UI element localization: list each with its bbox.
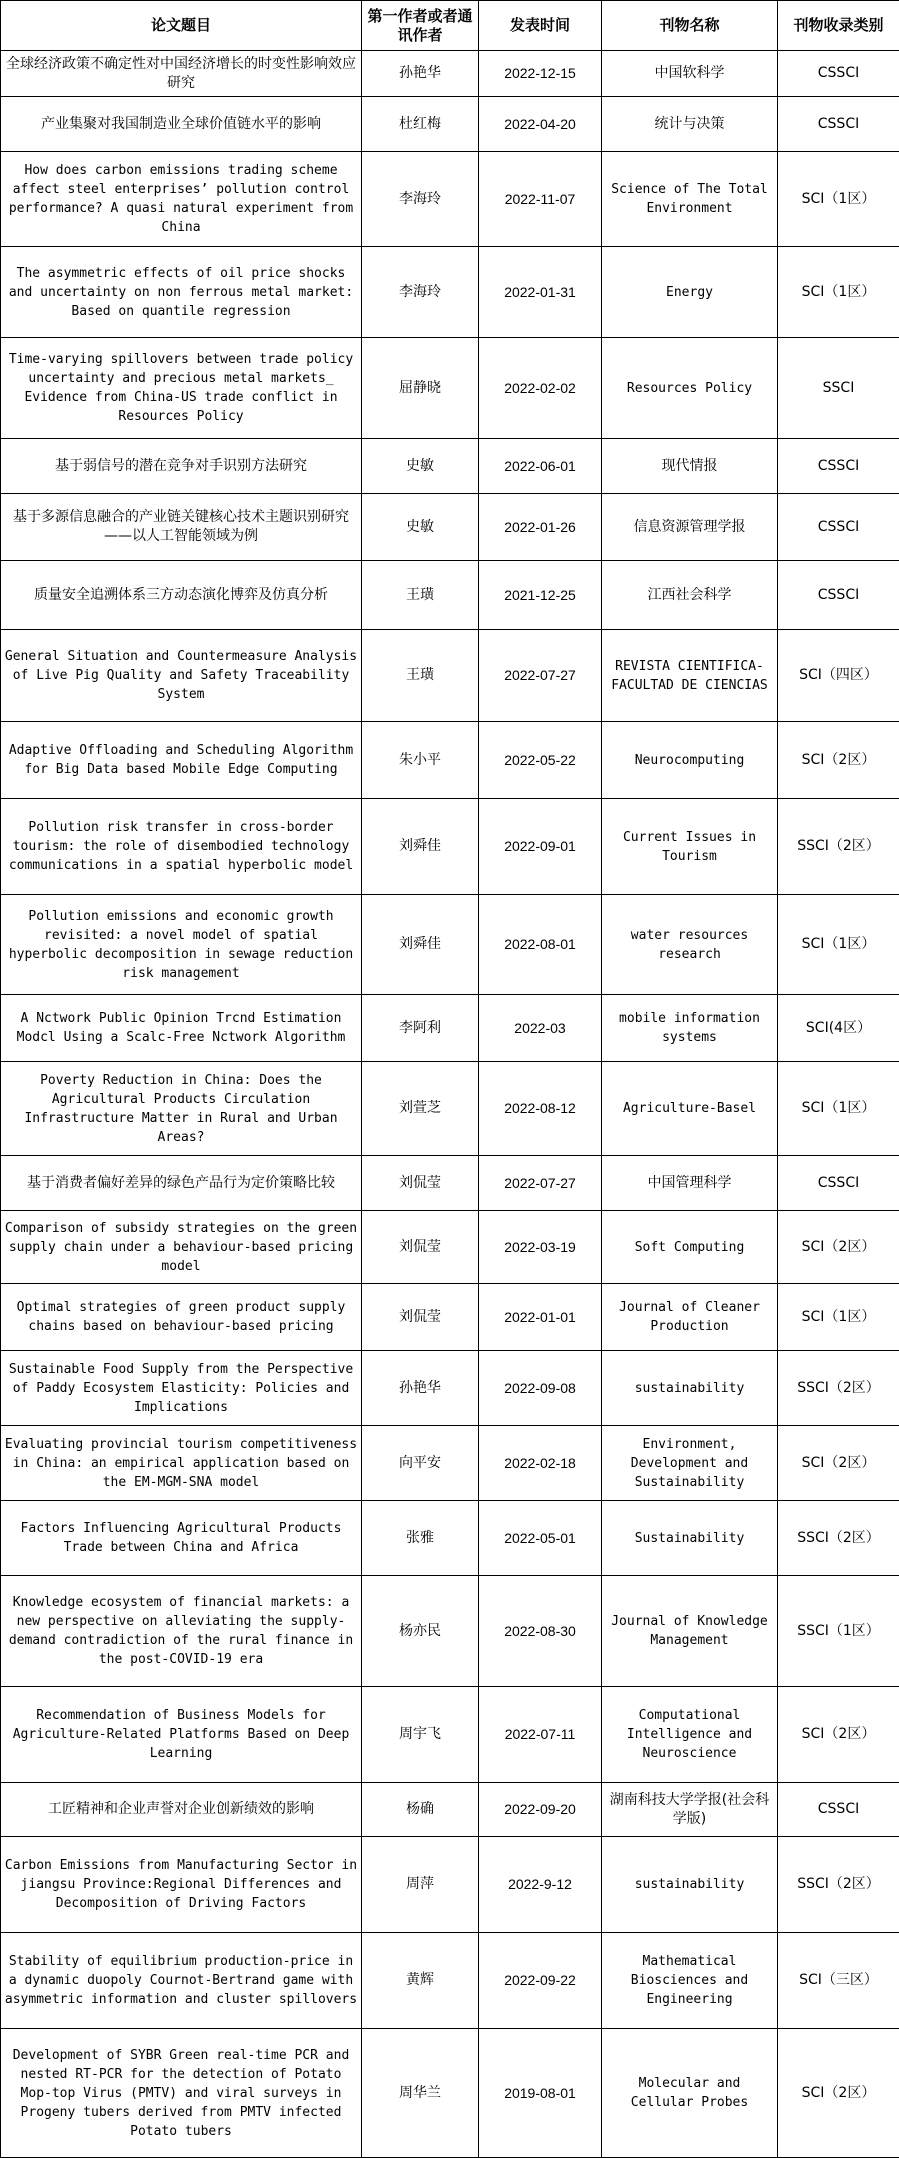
- paper-author: 朱小平: [362, 722, 479, 799]
- paper-date: 2022-11-07: [479, 152, 602, 247]
- paper-title: Optimal strategies of green product supply chains based on behaviour-based pricing: [1, 1284, 362, 1351]
- table-row: [1, 1837, 899, 1933]
- paper-author: 史敏: [362, 494, 479, 561]
- table-row: [1, 995, 899, 1062]
- paper-journal: 信息资源管理学报: [602, 494, 778, 561]
- paper-date: 2022-08-01: [479, 895, 602, 995]
- paper-journal: REVISTA CIENTIFICA-FACULTAD DE CIENCIAS: [602, 630, 778, 722]
- paper-author: 孙艳华: [362, 51, 479, 97]
- paper-journal: Journal of Cleaner Production: [602, 1284, 778, 1351]
- paper-author: 李海玲: [362, 152, 479, 247]
- table-row: [1, 895, 899, 995]
- paper-category: SSCI（2区）: [778, 1837, 899, 1933]
- paper-title: Poverty Reduction in China: Does the Agricultural Products Circulation Infrastructure Matter in Rural and Urban Areas?: [1, 1062, 362, 1156]
- paper-category: CSSCI: [778, 97, 899, 152]
- paper-category: SCI（2区）: [778, 1426, 899, 1501]
- paper-date: 2022-07-11: [479, 1687, 602, 1783]
- paper-journal: 中国软科学: [602, 51, 778, 97]
- paper-title: 质量安全追溯体系三方动态演化博弈及仿真分析: [1, 561, 362, 630]
- paper-title: 基于弱信号的潜在竞争对手识别方法研究: [1, 439, 362, 494]
- paper-title: Recommendation of Business Models for Agriculture-Related Platforms Based on Deep Learning: [1, 1687, 362, 1783]
- paper-author: 周宇飞: [362, 1687, 479, 1783]
- paper-category: SCI（1区）: [778, 895, 899, 995]
- paper-category: CSSCI: [778, 51, 899, 97]
- table-row: [1, 2029, 899, 2158]
- paper-category: SSCI（1区）: [778, 1576, 899, 1687]
- paper-title: Pollution risk transfer in cross-border tourism: the role of disembodied technology communications in a spatial hyperbolic model: [1, 799, 362, 895]
- paper-title: Knowledge ecosystem of financial markets: a new perspective on alleviating the supply-demand contradiction of the rural finance in the post-COVID-19 era: [1, 1576, 362, 1687]
- paper-author: 李海玲: [362, 247, 479, 338]
- paper-category: SCI（1区）: [778, 1284, 899, 1351]
- header-title: 论文题目: [1, 1, 362, 51]
- paper-journal: Computational Intelligence and Neuroscience: [602, 1687, 778, 1783]
- paper-journal: Science of The Total Environment: [602, 152, 778, 247]
- paper-date: 2022-01-31: [479, 247, 602, 338]
- paper-journal: Soft Computing: [602, 1211, 778, 1284]
- paper-author: 王璜: [362, 630, 479, 722]
- paper-author: 刘舜佳: [362, 895, 479, 995]
- table-row: [1, 1933, 899, 2029]
- paper-category: SSCI（2区）: [778, 1501, 899, 1576]
- table-row: [1, 1284, 899, 1351]
- paper-category: SSCI（2区）: [778, 799, 899, 895]
- paper-category: SSCI（2区）: [778, 1351, 899, 1426]
- paper-title: Comparison of subsidy strategies on the green supply chain under a behaviour-based pricing model: [1, 1211, 362, 1284]
- paper-journal: 中国管理科学: [602, 1156, 778, 1211]
- paper-title: 全球经济政策不确定性对中国经济增长的时变性影响效应研究: [1, 51, 362, 97]
- paper-date: 2022-12-15: [479, 51, 602, 97]
- paper-author: 屈静晓: [362, 338, 479, 439]
- paper-date: 2022-09-20: [479, 1783, 602, 1837]
- paper-date: 2022-01-01: [479, 1284, 602, 1351]
- table-row: [1, 338, 899, 439]
- paper-journal: 湖南科技大学学报(社会科学版): [602, 1783, 778, 1837]
- paper-title: General Situation and Countermeasure Analysis of Live Pig Quality and Safety Traceability System: [1, 630, 362, 722]
- paper-title: Sustainable Food Supply from the Perspective of Paddy Ecosystem Elasticity: Policies and Implications: [1, 1351, 362, 1426]
- table-row: [1, 1576, 899, 1687]
- paper-category: SCI（1区）: [778, 1062, 899, 1156]
- paper-author: 黄辉: [362, 1933, 479, 2029]
- paper-author: 孙艳华: [362, 1351, 479, 1426]
- paper-date: 2022-05-22: [479, 722, 602, 799]
- table-row: [1, 561, 899, 630]
- paper-author: 刘侃莹: [362, 1156, 479, 1211]
- paper-title: 基于消费者偏好差异的绿色产品行为定价策略比较: [1, 1156, 362, 1211]
- table-row: [1, 1426, 899, 1501]
- paper-journal: water resources research: [602, 895, 778, 995]
- header-category: 刊物收录类别: [778, 1, 899, 51]
- paper-journal: 统计与决策: [602, 97, 778, 152]
- paper-author: 周华兰: [362, 2029, 479, 2158]
- header-date: 发表时间: [479, 1, 602, 51]
- paper-date: 2022-02-02: [479, 338, 602, 439]
- paper-title: Evaluating provincial tourism competitiveness in China: an empirical application based on the EM-MGM-SNA model: [1, 1426, 362, 1501]
- paper-category: SCI（1区）: [778, 247, 899, 338]
- paper-journal: Molecular and Cellular Probes: [602, 2029, 778, 2158]
- table-row: [1, 1501, 899, 1576]
- table-row: [1, 1211, 899, 1284]
- table-row: [1, 799, 899, 895]
- paper-journal: mobile information systems: [602, 995, 778, 1062]
- table-row: [1, 247, 899, 338]
- paper-author: 向平安: [362, 1426, 479, 1501]
- table-row: [1, 1156, 899, 1211]
- paper-date: 2019-08-01: [479, 2029, 602, 2158]
- paper-category: SCI（1区）: [778, 152, 899, 247]
- paper-author: 张雅: [362, 1501, 479, 1576]
- paper-title: A Nctwork Public Opinion Trcnd Estimation Modcl Using a Scalc-Free Nctwork Algorithm: [1, 995, 362, 1062]
- paper-date: 2022-09-08: [479, 1351, 602, 1426]
- paper-journal: Environment, Development and Sustainability: [602, 1426, 778, 1501]
- paper-journal: sustainability: [602, 1351, 778, 1426]
- paper-date: 2022-04-20: [479, 97, 602, 152]
- paper-journal: 江西社会科学: [602, 561, 778, 630]
- paper-date: 2022-08-12: [479, 1062, 602, 1156]
- paper-date: 2022-01-26: [479, 494, 602, 561]
- paper-title: Carbon Emissions from Manufacturing Sector in jiangsu Province:Regional Differences and Decomposition of Driving Factors: [1, 1837, 362, 1933]
- paper-author: 李阿利: [362, 995, 479, 1062]
- paper-date: 2022-9-12: [479, 1837, 602, 1933]
- paper-date: 2022-06-01: [479, 439, 602, 494]
- paper-category: CSSCI: [778, 1783, 899, 1837]
- paper-title: 基于多源信息融合的产业链关键核心技术主题识别研究——以人工智能领域为例: [1, 494, 362, 561]
- paper-title: Stability of equilibrium production-price in a dynamic duopoly Cournot-Bertrand game with asymmetric information and cluster spillovers: [1, 1933, 362, 2029]
- paper-journal: Current Issues in Tourism: [602, 799, 778, 895]
- paper-category: CSSCI: [778, 494, 899, 561]
- paper-category: SCI(4区）: [778, 995, 899, 1062]
- table-row: [1, 1062, 899, 1156]
- paper-journal: sustainability: [602, 1837, 778, 1933]
- paper-journal: Agriculture-Basel: [602, 1062, 778, 1156]
- table-row: [1, 97, 899, 152]
- table-row: [1, 630, 899, 722]
- paper-category: SCI（三区）: [778, 1933, 899, 2029]
- paper-date: 2022-02-18: [479, 1426, 602, 1501]
- paper-title: Time-varying spillovers between trade policy uncertainty and precious metal markets_ Evidence from China-US trade conflict in Resources Policy: [1, 338, 362, 439]
- paper-category: CSSCI: [778, 561, 899, 630]
- paper-category: CSSCI: [778, 1156, 899, 1211]
- paper-title: Development of SYBR Green real-time PCR and nested RT-PCR for the detection of Potato Mop-top Virus (PMTV) and viral surveys in Progeny tubers derived from PMTV infected Potato tubers: [1, 2029, 362, 2158]
- paper-date: 2021-12-25: [479, 561, 602, 630]
- paper-category: SCI（2区）: [778, 1687, 899, 1783]
- paper-journal: Journal of Knowledge Management: [602, 1576, 778, 1687]
- table-row: [1, 722, 899, 799]
- paper-title: How does carbon emissions trading scheme affect steel enterprises’ pollution control performance? A quasi natural experiment from China: [1, 152, 362, 247]
- paper-journal: 现代情报: [602, 439, 778, 494]
- paper-title: Adaptive Offloading and Scheduling Algorithm for Big Data based Mobile Edge Computing: [1, 722, 362, 799]
- paper-journal: Resources Policy: [602, 338, 778, 439]
- paper-date: 2022-05-01: [479, 1501, 602, 1576]
- paper-date: 2022-09-22: [479, 1933, 602, 2029]
- paper-journal: Sustainability: [602, 1501, 778, 1576]
- table-row: [1, 1351, 899, 1426]
- paper-title: 工匠精神和企业声誉对企业创新绩效的影响: [1, 1783, 362, 1837]
- paper-title: Pollution emissions and economic growth revisited: a novel model of spatial hyperbolic decomposition in sewage reduction risk management: [1, 895, 362, 995]
- paper-author: 杜红梅: [362, 97, 479, 152]
- paper-category: SCI（2区）: [778, 2029, 899, 2158]
- header-journal: 刊物名称: [602, 1, 778, 51]
- table-row: [1, 1687, 899, 1783]
- table-row: [1, 439, 899, 494]
- paper-journal: Neurocomputing: [602, 722, 778, 799]
- table-row: [1, 152, 899, 247]
- header-author: 第一作者或者通讯作者: [362, 1, 479, 51]
- paper-date: 2022-07-27: [479, 630, 602, 722]
- paper-author: 杨亦民: [362, 1576, 479, 1687]
- paper-author: 刘侃莹: [362, 1211, 479, 1284]
- paper-title: 产业集聚对我国制造业全球价值链水平的影响: [1, 97, 362, 152]
- table-row: [1, 51, 899, 97]
- paper-category: SCI（2区）: [778, 1211, 899, 1284]
- paper-date: 2022-03: [479, 995, 602, 1062]
- paper-author: 刘萱芝: [362, 1062, 479, 1156]
- paper-category: CSSCI: [778, 439, 899, 494]
- paper-author: 杨确: [362, 1783, 479, 1837]
- paper-date: 2022-03-19: [479, 1211, 602, 1284]
- header-row: [1, 1, 899, 51]
- paper-author: 王璜: [362, 561, 479, 630]
- paper-journal: Mathematical Biosciences and Engineering: [602, 1933, 778, 2029]
- paper-title: The asymmetric effects of oil price shocks and uncertainty on non ferrous metal market: Based on quantile regression: [1, 247, 362, 338]
- paper-author: 刘侃莹: [362, 1284, 479, 1351]
- paper-author: 周萍: [362, 1837, 479, 1933]
- paper-category: SSCI: [778, 338, 899, 439]
- table-row: [1, 494, 899, 561]
- paper-date: 2022-07-27: [479, 1156, 602, 1211]
- paper-date: 2022-09-01: [479, 799, 602, 895]
- table-row: [1, 1783, 899, 1837]
- paper-author: 刘舜佳: [362, 799, 479, 895]
- paper-title: Factors Influencing Agricultural Products Trade between China and Africa: [1, 1501, 362, 1576]
- paper-category: SCI（四区）: [778, 630, 899, 722]
- paper-date: 2022-08-30: [479, 1576, 602, 1687]
- paper-category: SCI（2区）: [778, 722, 899, 799]
- paper-journal: Energy: [602, 247, 778, 338]
- paper-author: 史敏: [362, 439, 479, 494]
